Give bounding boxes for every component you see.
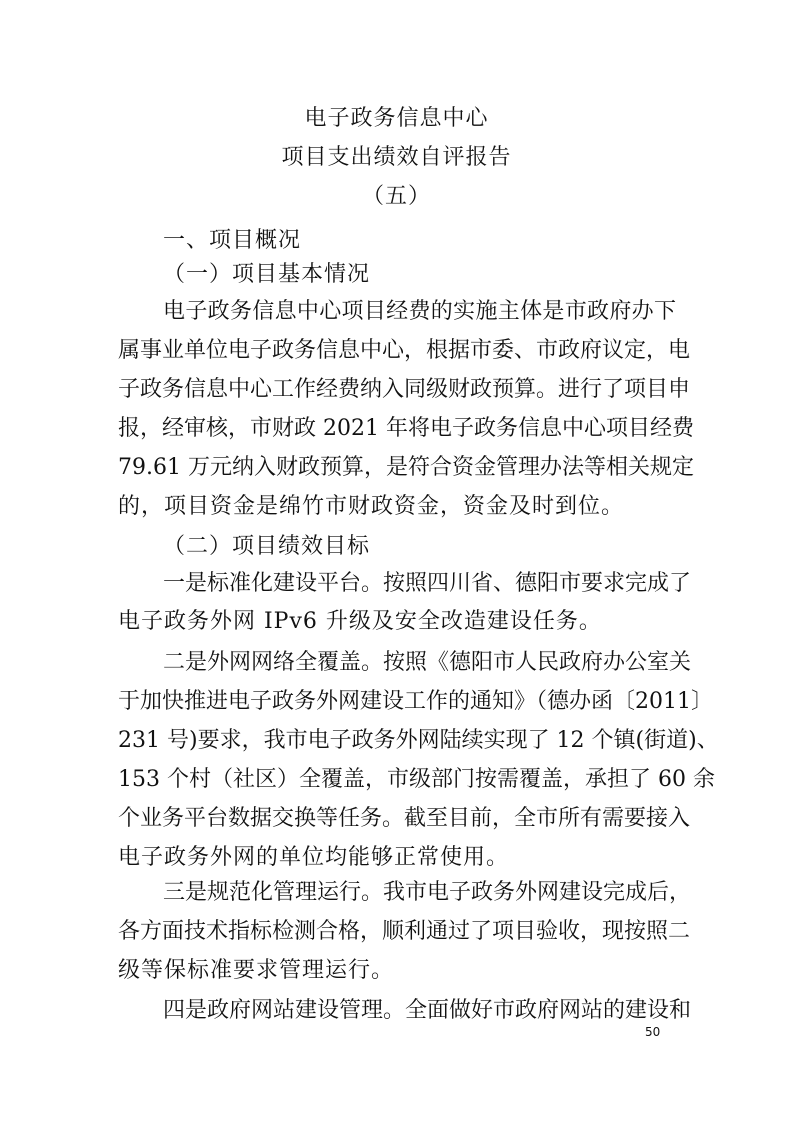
paragraph-line: 子政务信息中心工作经费纳入同级财政预算。进行了项目申 xyxy=(118,377,691,402)
paragraph-line: 个业务平台数据交换等任务。截至目前，全市所有需要接入 xyxy=(118,806,691,831)
paragraph-line: 四是政府网站建设管理。全面做好市政府网站的建设和 xyxy=(163,998,692,1023)
subsection-heading-performance-goals: （二）项目绩效目标 xyxy=(163,534,371,559)
page-number: 50 xyxy=(645,1025,661,1039)
paragraph-line: 79.61 万元纳入财政预算，是符合资金管理办法等相关规定 xyxy=(118,455,694,480)
paragraph-line: 报，经审核，市财政 2021 年将电子政务信息中心项目经费 xyxy=(118,416,694,441)
document-title-line-2: 项目支出绩效自评报告 xyxy=(281,145,512,170)
subsection-heading-basic-info: （一）项目基本情况 xyxy=(163,262,371,287)
paragraph-line: 电子政务信息中心项目经费的实施主体是市政府办下 xyxy=(163,299,676,324)
document-title-line-3: （五） xyxy=(361,184,431,209)
paragraph-line: 属事业单位电子政务信息中心，根据市委、市政府议定，电 xyxy=(118,338,691,363)
paragraph-line: 231 号)要求，我市电子政务外网陆续实现了 12 个镇(街道)、 xyxy=(118,728,719,753)
paragraph-line: 一是标准化建设平台。按照四川省、德阳市要求完成了 xyxy=(163,571,692,596)
paragraph-line: 153 个村（社区）全覆盖，市级部门按需覆盖，承担了 60 余 xyxy=(118,767,715,792)
paragraph-line: 各方面技术指标检测合格，顺利通过了项目验收，现按照二 xyxy=(118,919,691,944)
paragraph-line: 级等保标准要求管理运行。 xyxy=(118,958,395,983)
paragraph-line: 二是外网网络全覆盖。按照《德阳市人民政府办公室关 xyxy=(163,650,692,675)
paragraph-line: 的，项目资金是绵竹市财政资金，资金及时到位。 xyxy=(118,494,625,519)
document-title-line-1: 电子政务信息中心 xyxy=(304,106,489,131)
paragraph-line: 于加快推进电子政务外网建设工作的通知》（德办函〔2011〕 xyxy=(118,689,713,714)
paragraph-line: 电子政务外网的单位均能够正常使用。 xyxy=(118,845,510,870)
paragraph-line: 三是规范化管理运行。我市电子政务外网建设完成后， xyxy=(163,880,692,905)
section-heading-project-overview: 一、项目概况 xyxy=(163,228,302,253)
paragraph-line: 电子政务外网 IPv6 升级及安全改造建设任务。 xyxy=(118,609,602,634)
